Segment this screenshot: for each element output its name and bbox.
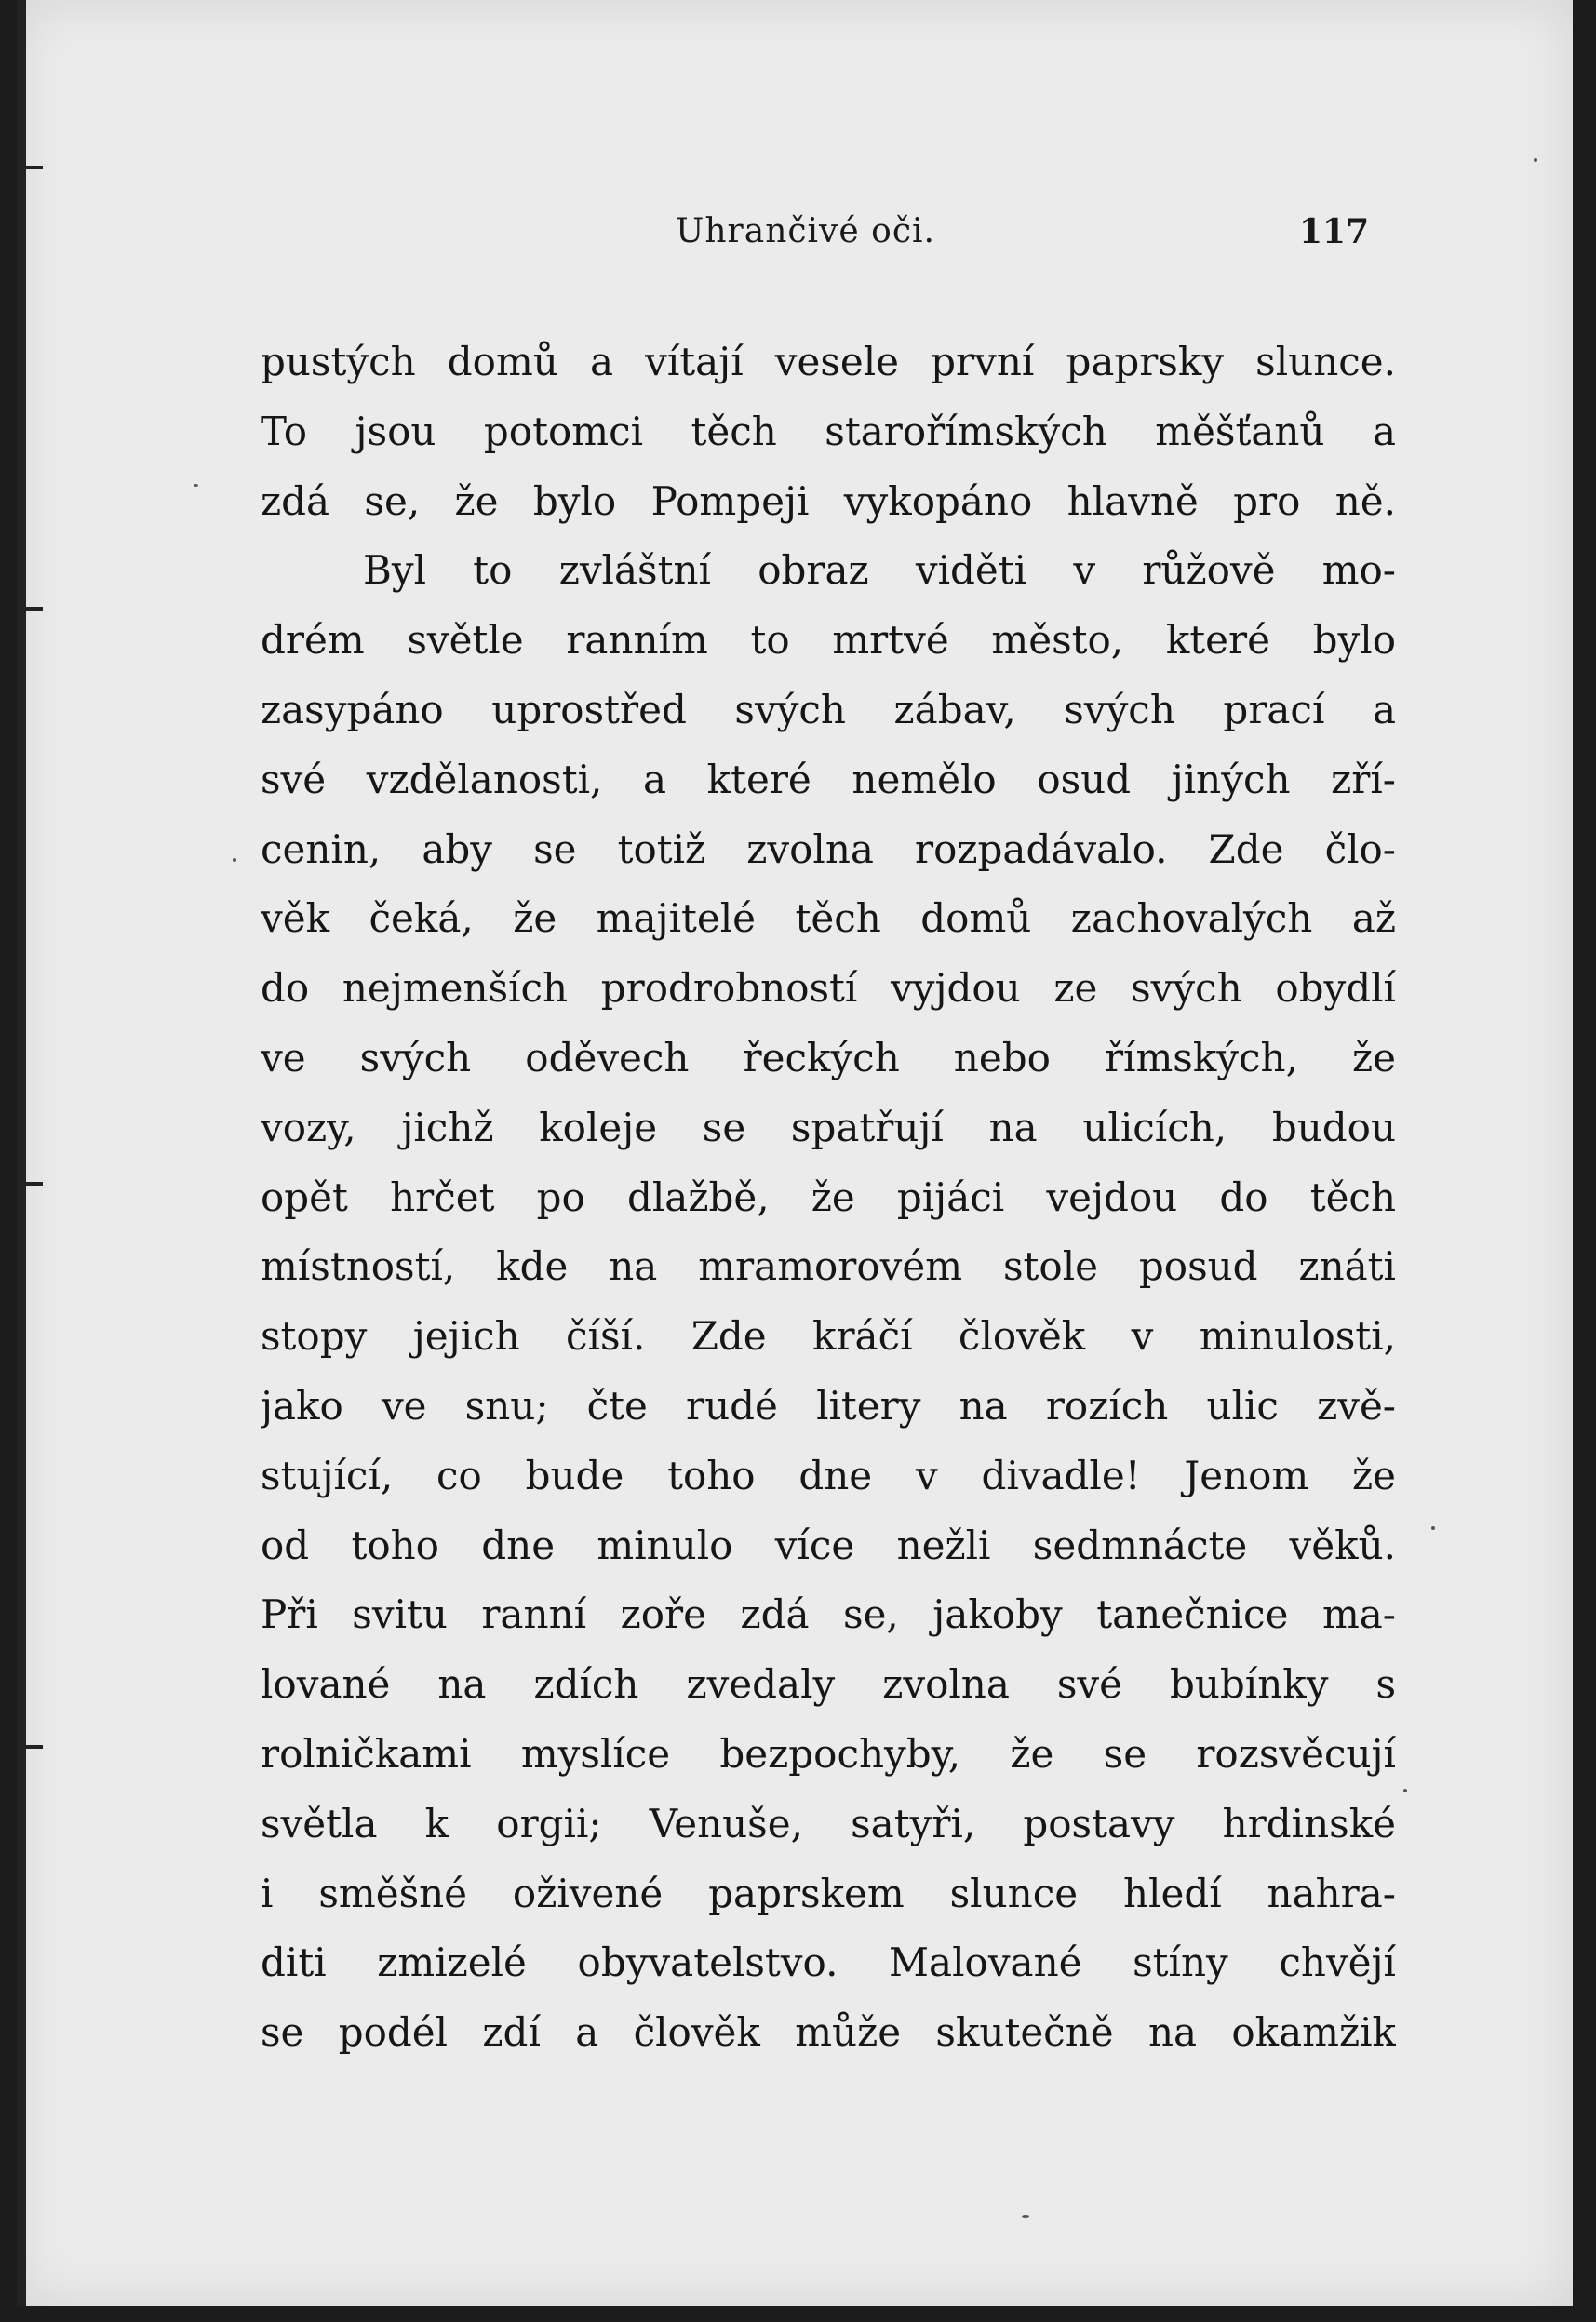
text-line: stopy jejich číší. Zde kráčí člověk v minulosti, [261,1313,1396,1360]
text-line: cenin, aby se totiž zvolna rozpadávalo. Zde člo- [261,825,1396,872]
text-line: do nejmenších prodrobností vyjdou ze svých obydlí [261,965,1396,1012]
text-line: diti zmizelé obyvatelstvo. Malované stíny chvějí [261,1939,1396,1986]
text-line: lované na zdích zvedaly zvolna své bubínky s [261,1661,1396,1708]
text-line: rolničkami myslíce bezpochyby, že se rozsvěcují [261,1730,1396,1777]
text-line: pustých domů a vítají vesele první paprsky slunce. [261,339,1396,384]
page-number: 117 [1299,212,1370,251]
binding-mark [26,607,43,611]
binding-mark [26,1182,43,1186]
text-line: světla k orgii; Venuše, satyři, postavy hrdinské [261,1800,1396,1846]
text-line: věk čeká, že majitelé těch domů zachovalých až [261,895,1396,942]
text-line: místností, kde na mramorovém stole posud znáti [261,1243,1396,1290]
body-text [261,328,1396,2068]
binding-mark [26,1745,43,1749]
binding-mark [26,166,43,169]
running-title: Uhrančivé oči. [676,212,935,250]
book-page [17,0,1573,2306]
text-line: jako ve snu; čte rudé litery na rozích ulic zvě- [261,1382,1396,1429]
page-header [17,212,1573,268]
text-line: od toho dne minulo více nežli sedmnácte věků. [261,1522,1396,1568]
text-line: zasypáno uprostřed svých zábav, svých prací a [261,686,1396,732]
text-line: vozy, jichž koleje se spatřují na ulicích, budou [261,1104,1396,1150]
text-line: Při svitu ranní zoře zdá se, jakoby tanečnice ma- [261,1591,1396,1638]
text-line: se podél zdí a člověk může skutečně na okamžik [261,2009,1396,2056]
text-line: To jsou potomci těch starořímských měšťanů a [261,408,1396,454]
text-line: ve svých oděvech řeckých nebo římských, že [261,1034,1396,1080]
text-line: drém světle ranním to mrtvé město, které bylo [261,617,1396,664]
text-line: stující, co bude toho dne v divadle! Jenom že [261,1452,1396,1498]
text-line: své vzdělanosti, a které nemělo osud jiných zří- [261,756,1396,802]
text-line: zdá se, že bylo Pompeji vykopáno hlavně pro ně. [261,477,1396,524]
text-line: i směšné oživené paprskem slunce hledí nahra- [261,1870,1396,1916]
text-line: opět hrčet po dlažbě, že pijáci vejdou do těch [261,1174,1396,1220]
text-line: Byl to zvláštní obraz viděti v růžově mo- [363,547,1396,594]
binding-edge [17,0,26,2306]
